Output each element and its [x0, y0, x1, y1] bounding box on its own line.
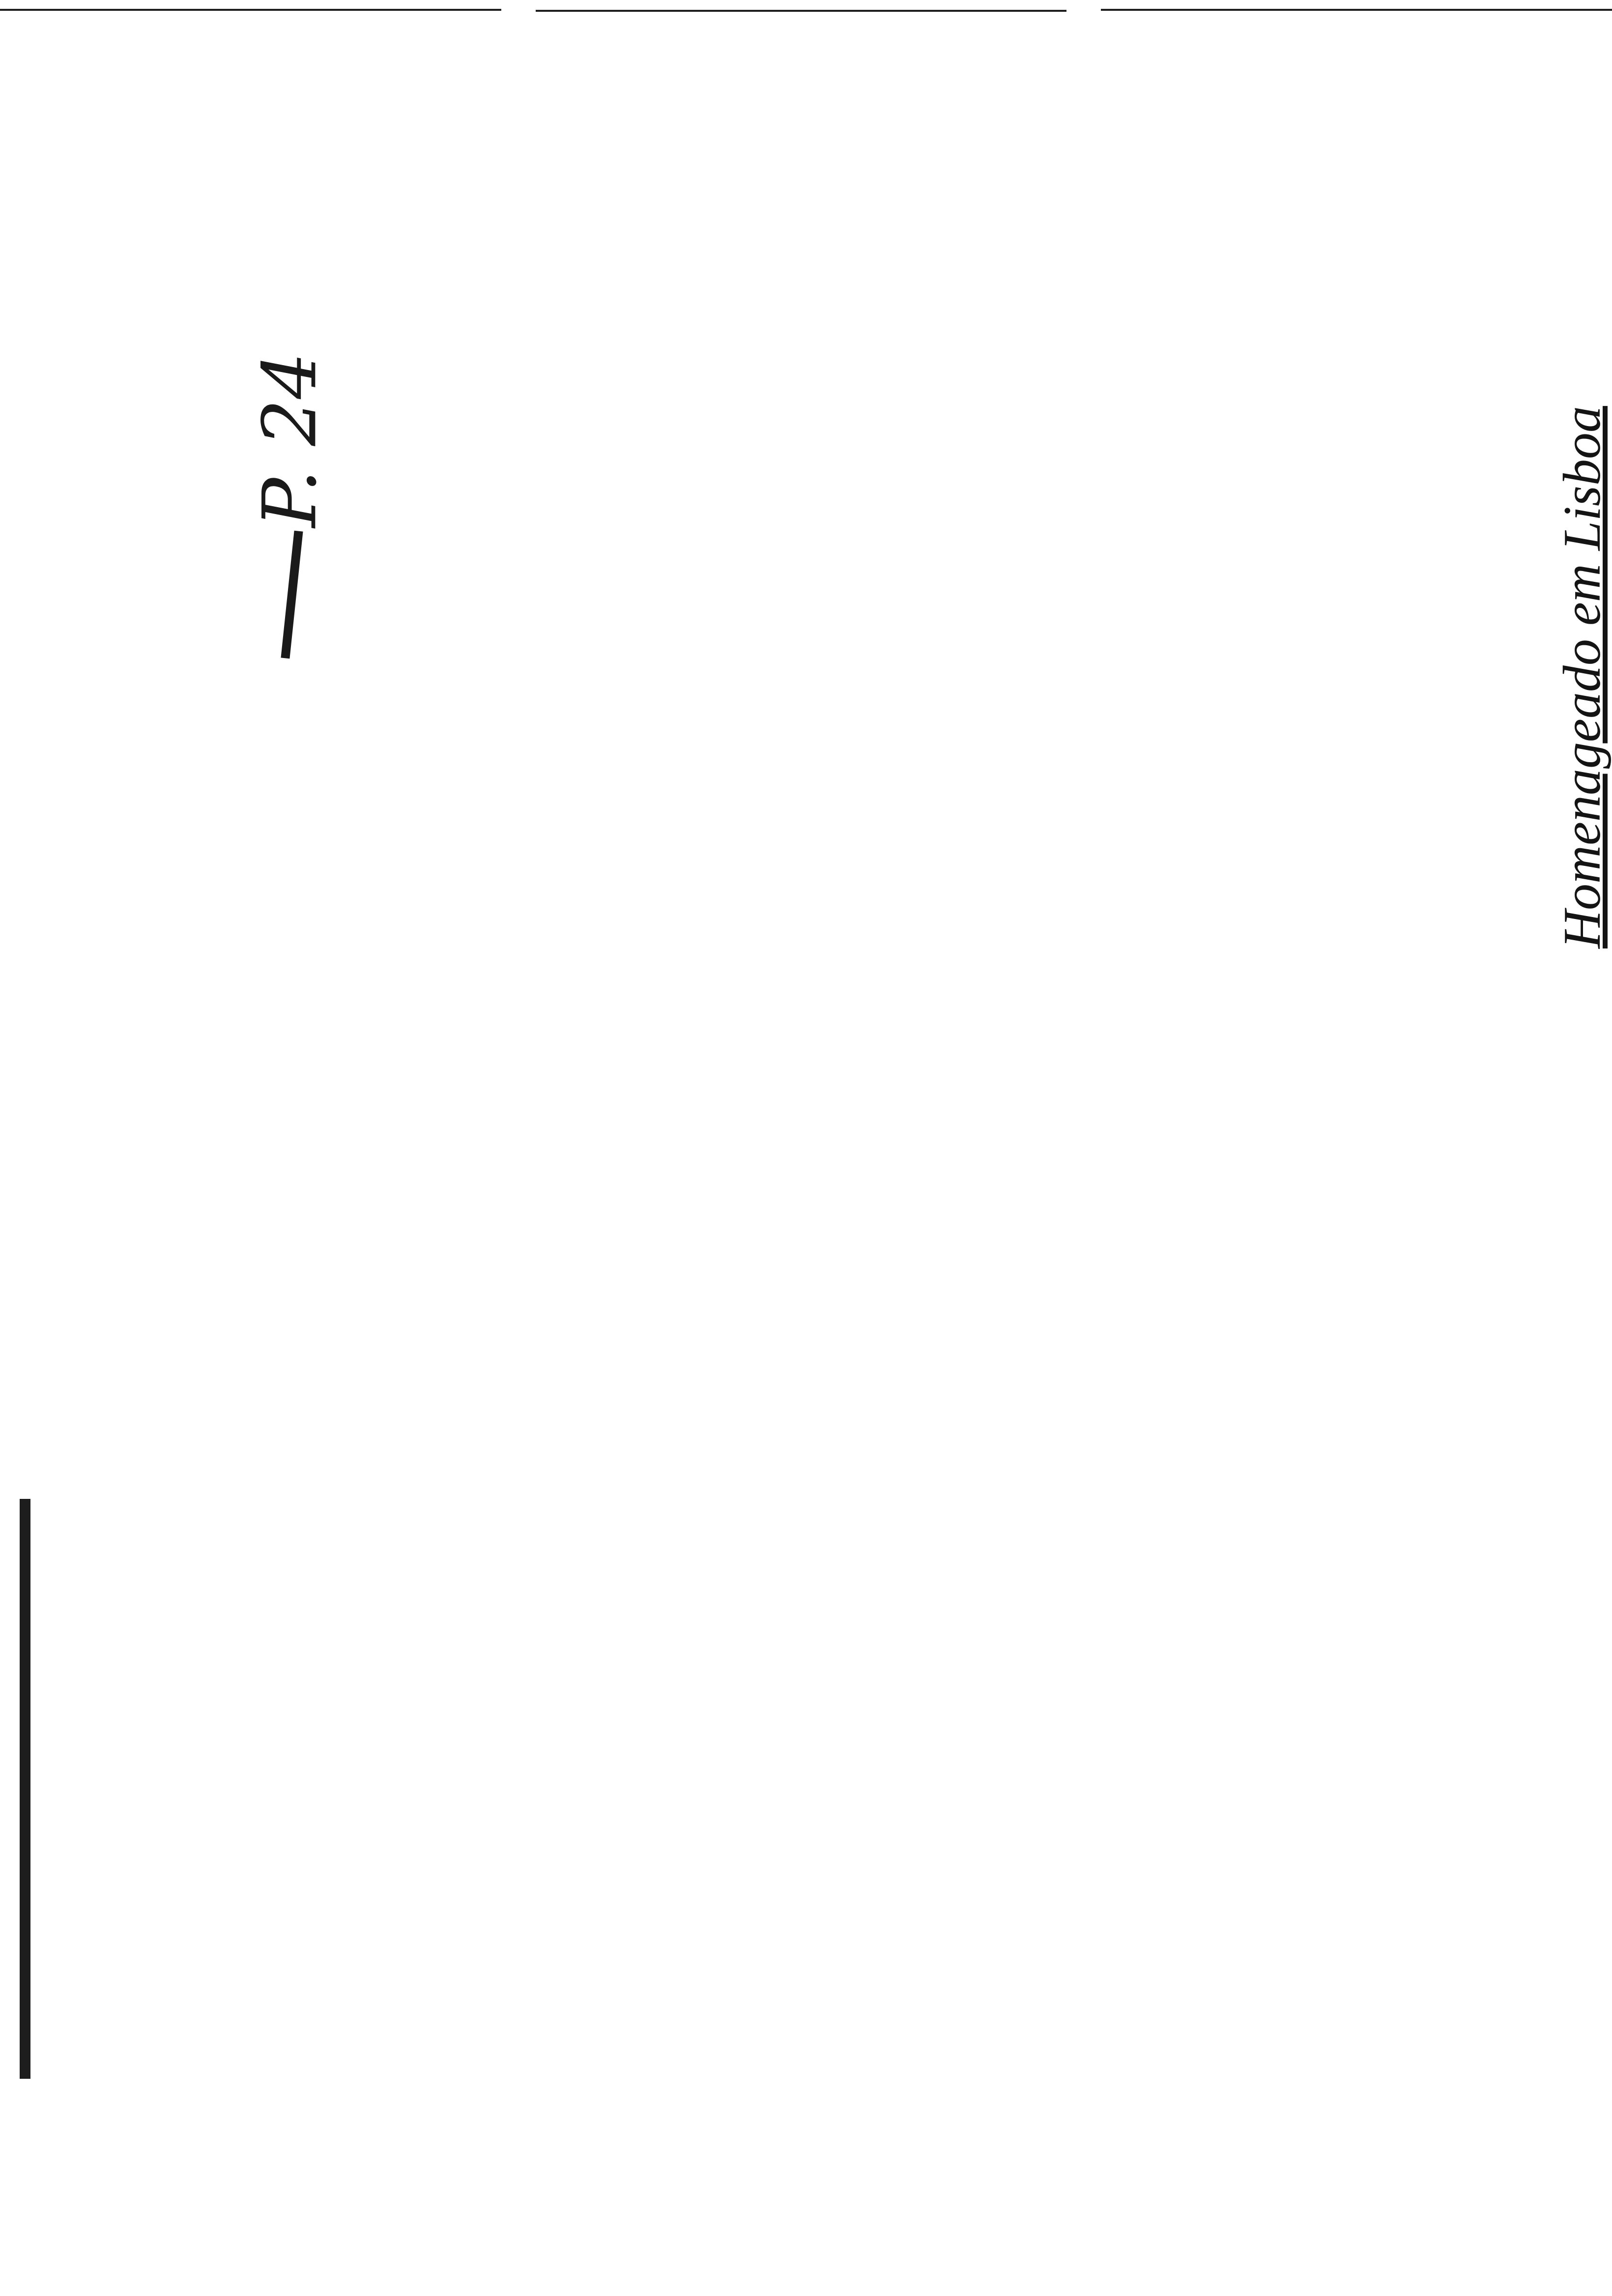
newspaper-article	[1546, 0, 1612, 1450]
page-number-text: P. 24	[247, 352, 333, 528]
article-kicker: Homenageado em Lisboa	[1553, 406, 1612, 948]
